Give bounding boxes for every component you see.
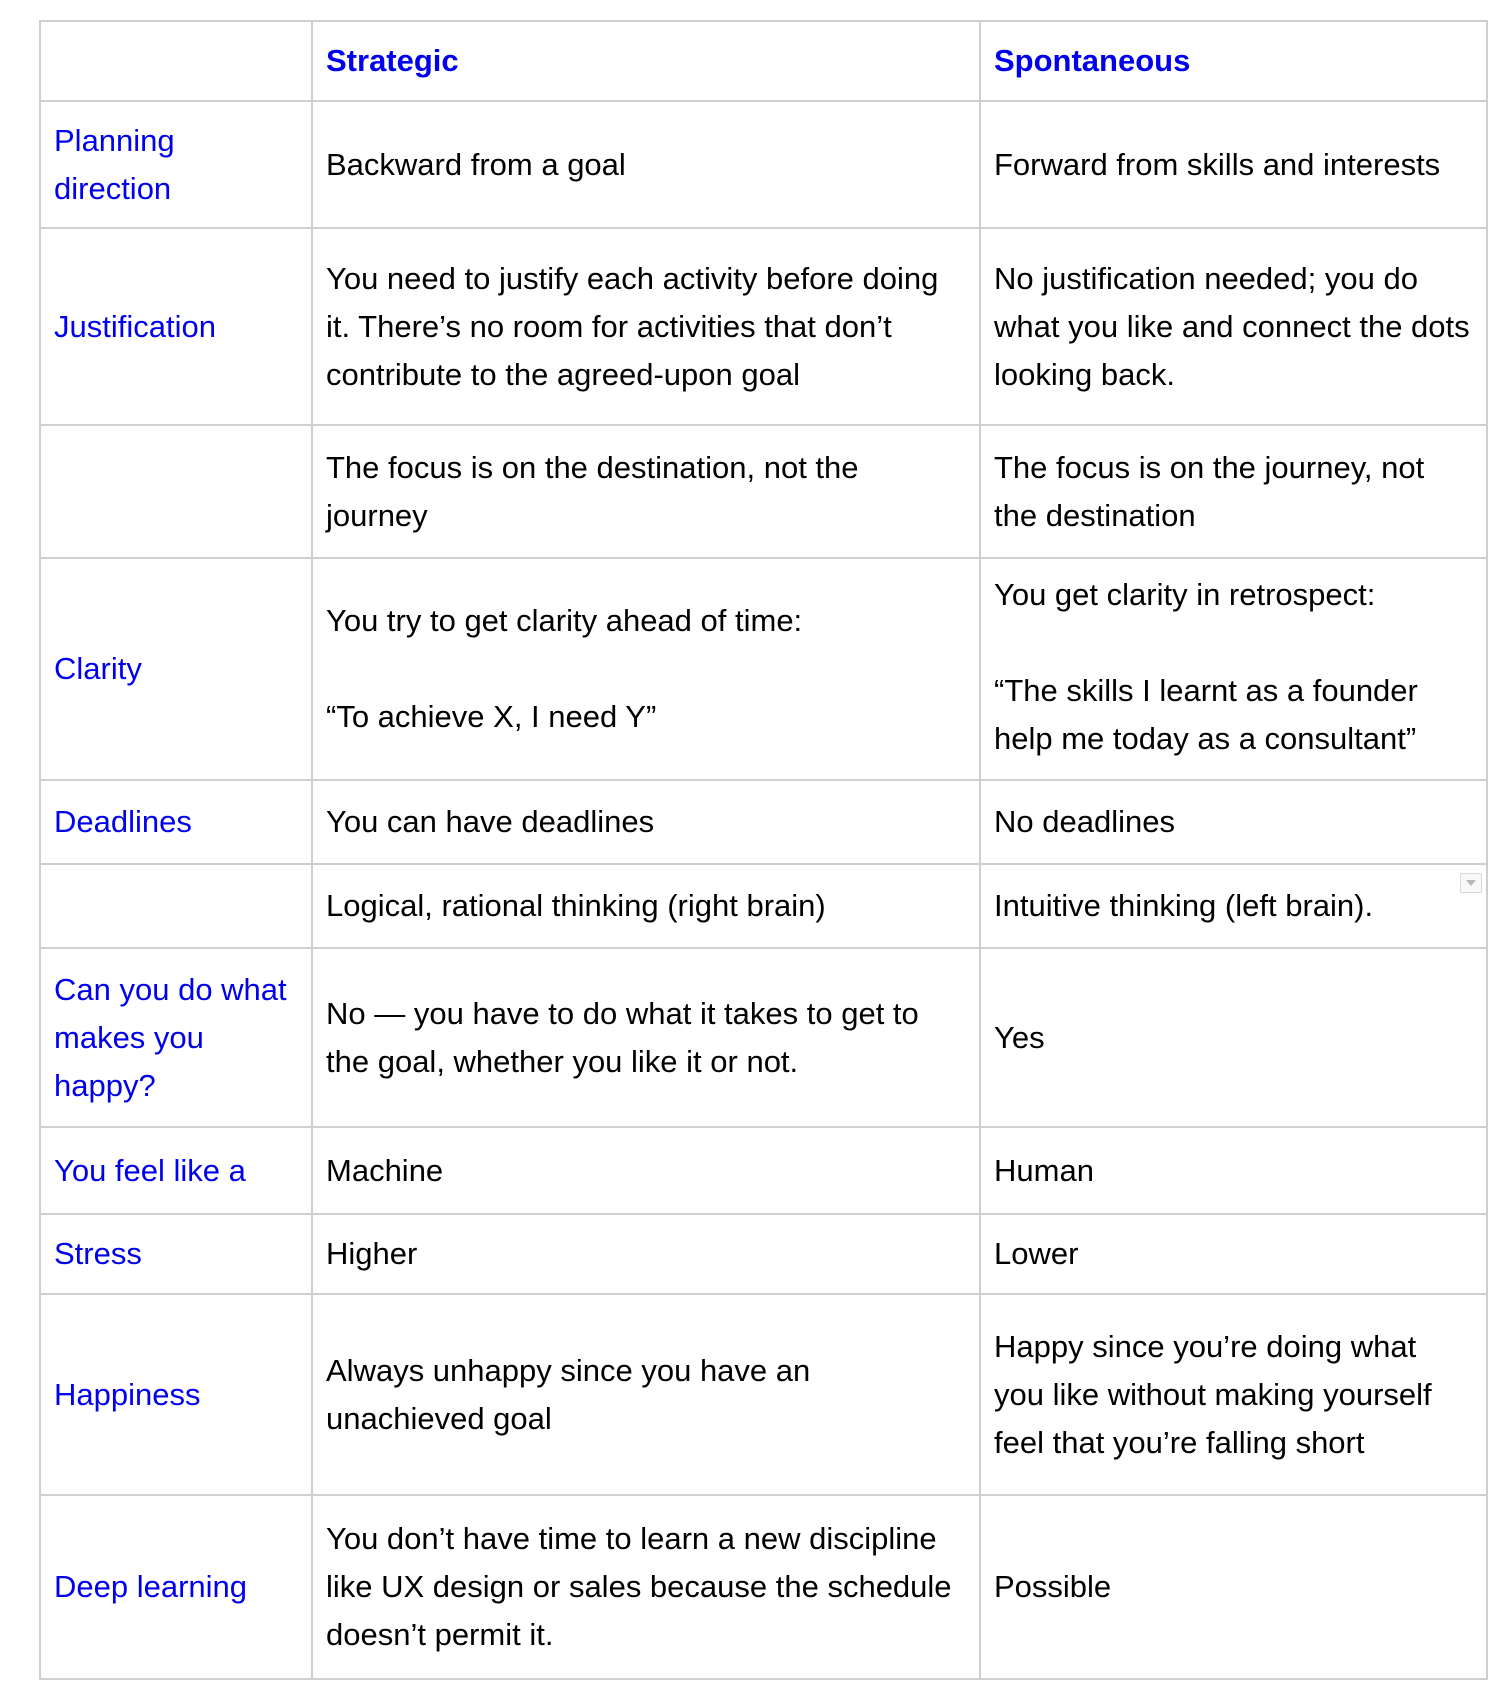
- row-label: [40, 425, 312, 558]
- strategic-cell: [312, 948, 980, 1127]
- strategic-cell: [312, 1495, 980, 1679]
- comparison-table: [39, 20, 1488, 1680]
- cell-text: Happy since you’re doing what you like without making yourself feel that you’re falling short: [994, 1328, 1432, 1460]
- cell-text: Backward from a goal: [326, 146, 626, 182]
- row-label: Stress: [40, 1214, 312, 1294]
- cell-quote: “The skills I learnt as a founder help me today as a consultant”: [994, 673, 1418, 756]
- table-row: [40, 558, 1487, 780]
- cell-text: You need to justify each activity before doing it. There’s no room for activities that don’t contribute to the agreed-upon goal: [326, 260, 939, 392]
- strategic-cell: [312, 425, 980, 558]
- row-label: Justification: [40, 228, 312, 425]
- header-spontaneous: Spontaneous: [980, 21, 1487, 101]
- header-cell-empty: [40, 21, 312, 101]
- table-row: [40, 1127, 1487, 1214]
- cell-text: Possible: [994, 1569, 1112, 1604]
- table-row: [40, 228, 1487, 425]
- row-label: You feel like a: [40, 1127, 312, 1214]
- strategic-cell: [312, 1214, 980, 1294]
- cell-text: Forward from skills and interests: [994, 146, 1441, 182]
- table-header-row: [40, 21, 1487, 101]
- cell-dropdown-icon[interactable]: [1460, 873, 1482, 893]
- table-row: [40, 864, 1487, 948]
- cell-text: You can have deadlines: [326, 804, 655, 839]
- row-label: Happiness: [40, 1294, 312, 1495]
- cell-text: Higher: [326, 1236, 418, 1271]
- table-row: [40, 780, 1487, 864]
- cell-text: You don’t have time to learn a new discipline like UX design or sales because the schedule doesn’t permit it.: [326, 1521, 952, 1652]
- cell-text: You try to get clarity ahead of time:: [326, 603, 803, 638]
- row-label: Deep learning: [40, 1495, 312, 1679]
- spontaneous-cell: [980, 948, 1487, 1127]
- spontaneous-cell: [980, 780, 1487, 864]
- cell-text: The focus is on the journey, not the destination: [994, 449, 1425, 533]
- row-label: Can you do what makes you happy?: [40, 948, 312, 1127]
- table-row: [40, 425, 1487, 558]
- strategic-cell: [312, 1127, 980, 1214]
- table-row: [40, 1214, 1487, 1294]
- table-row: [40, 1294, 1487, 1495]
- cell-text: Intuitive thinking (left brain).: [994, 888, 1374, 923]
- spontaneous-cell: [980, 1294, 1487, 1495]
- cell-text: No justification needed; you do what you like and connect the dots looking back.: [994, 260, 1470, 392]
- cell-text: No deadlines: [994, 804, 1175, 839]
- spontaneous-cell: [980, 1495, 1487, 1679]
- strategic-cell: [312, 558, 980, 780]
- cell-text: Yes: [994, 1019, 1045, 1055]
- row-label: Planning direction: [40, 101, 312, 228]
- table-row: [40, 101, 1487, 228]
- row-label: [40, 864, 312, 948]
- header-strategic: Strategic: [312, 21, 980, 101]
- spontaneous-cell: [980, 1127, 1487, 1214]
- spontaneous-cell: [980, 864, 1487, 948]
- cell-text: Lower: [994, 1236, 1079, 1271]
- table-row: [40, 1495, 1487, 1679]
- spontaneous-cell: [980, 228, 1487, 425]
- strategic-cell: [312, 864, 980, 948]
- cell-text: Human: [994, 1152, 1094, 1188]
- spontaneous-cell: [980, 425, 1487, 558]
- cell-text: You get clarity in retrospect:: [994, 577, 1376, 612]
- strategic-cell: [312, 101, 980, 228]
- cell-text: Machine: [326, 1152, 444, 1188]
- strategic-cell: [312, 1294, 980, 1495]
- spontaneous-cell: [980, 101, 1487, 228]
- cell-text: Always unhappy since you have an unachieved goal: [326, 1352, 811, 1436]
- spontaneous-cell: [980, 1214, 1487, 1294]
- cell-text: No — you have to do what it takes to get to the goal, whether you like it or not.: [326, 995, 919, 1079]
- spontaneous-cell: [980, 558, 1487, 780]
- row-label: Deadlines: [40, 780, 312, 864]
- table-row: [40, 948, 1487, 1127]
- cell-text: The focus is on the destination, not the journey: [326, 449, 859, 533]
- row-label: Clarity: [40, 558, 312, 780]
- cell-quote: “To achieve X, I need Y”: [326, 699, 657, 734]
- strategic-cell: [312, 228, 980, 425]
- strategic-cell: [312, 780, 980, 864]
- cell-text: Logical, rational thinking (right brain): [326, 888, 826, 923]
